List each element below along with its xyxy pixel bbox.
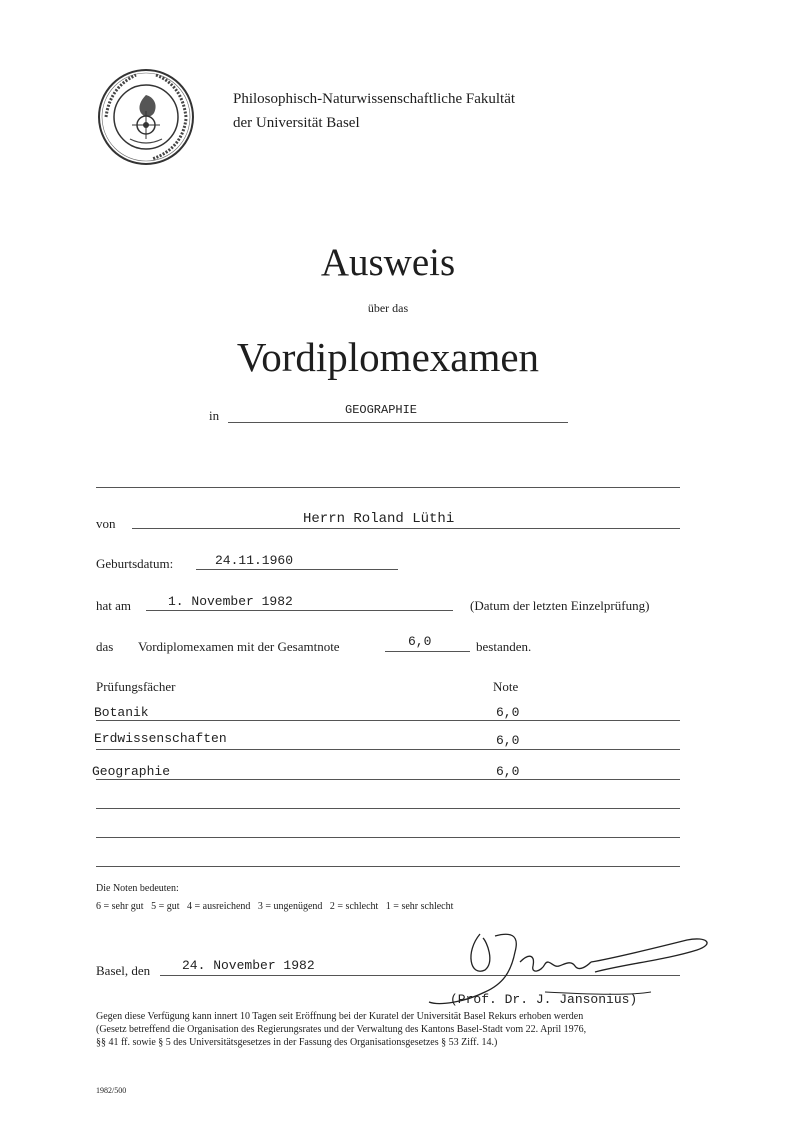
date-label: hat am	[96, 598, 132, 613]
exam-date-line	[146, 610, 453, 611]
subject-name: Botanik	[94, 705, 149, 720]
signature-date-value: 24. November 1982	[182, 958, 315, 973]
exam-date-value: 1. November 1982	[168, 594, 293, 609]
subject-grade: 6,0	[496, 764, 520, 779]
row-line	[96, 779, 680, 780]
birth-label: Geburtsdatum:	[96, 556, 174, 571]
empty-row-line	[96, 837, 680, 838]
handwritten-signature	[425, 922, 715, 1022]
faculty-line-2: der Universität Basel	[233, 115, 360, 131]
row-line	[96, 720, 680, 721]
exam-title: Vordiplomexamen	[236, 334, 540, 380]
subject-name: Geographie	[92, 764, 171, 779]
grade-legend-title: Die Noten bedeuten:	[96, 883, 179, 894]
faculty-name	[233, 87, 515, 135]
in-label: in	[209, 408, 220, 423]
birth-value: 24.11.1960	[215, 553, 294, 568]
name-line	[132, 528, 680, 529]
blank-line	[96, 487, 680, 488]
appeal-line-2: (Gesetz betreffend die Organisation des Regierungsrates und der Verwaltung des Kantons Basel-Stadt vom 22. April 1976,	[96, 1024, 587, 1035]
subject-grade: 6,0	[496, 705, 520, 720]
grade-header: Note	[493, 679, 519, 694]
empty-row-line	[96, 866, 680, 867]
subjects-header: Prüfungsfächer	[96, 679, 176, 694]
appeal-notice	[96, 1010, 586, 1049]
appeal-line-1: Gegen diese Verfügung kann innert 10 Tagen seit Eröffnung bei der Kuratel der Universität Basel Rekurs erhoben werden	[96, 1011, 584, 1022]
faculty-line-1: Philosophisch-Naturwissenschaftliche Fakultät	[233, 91, 516, 107]
form-number: 1982/500	[96, 1086, 127, 1095]
von-label: von	[96, 516, 116, 531]
row-line	[96, 749, 680, 750]
empty-row-line	[96, 808, 680, 809]
birth-line	[196, 569, 398, 570]
grade-sentence: Vordiplomexamen mit der Gesamtnote	[138, 639, 340, 654]
name-value: Herrn Roland Lüthi	[303, 511, 455, 527]
university-seal	[96, 67, 196, 167]
grade-legend-items: 6 = sehr gut 5 = gut 4 = ausreichend 3 = ungenügend 2 = schlecht 1 = sehr schlecht	[96, 901, 454, 912]
date-note: (Datum der letzten Einzelprüfung)	[470, 598, 650, 613]
signer-name: (Prof. Dr. J. Jansonius)	[450, 992, 638, 1007]
overall-grade-value: 6,0	[408, 634, 432, 649]
seal-icon	[96, 67, 196, 167]
appeal-line-3: §§ 41 ff. sowie § 5 des Universitätsgesetzes in der Fassung des Organisationsgesetzes § 53 Ziff. 14.)	[96, 1037, 498, 1048]
subject-grade: 6,0	[496, 733, 520, 748]
das-label: das	[96, 639, 114, 654]
title-connector: über das	[367, 301, 409, 315]
document-title: Ausweis	[320, 241, 456, 284]
subject-value: GEOGRAPHIE	[345, 403, 418, 417]
grade-line	[385, 651, 470, 652]
subject-name: Erdwissenschaften	[94, 731, 227, 746]
signature-icon	[425, 922, 715, 1022]
place-label: Basel, den	[96, 963, 151, 978]
passed-label: bestanden.	[476, 639, 532, 654]
subject-line	[228, 422, 568, 423]
